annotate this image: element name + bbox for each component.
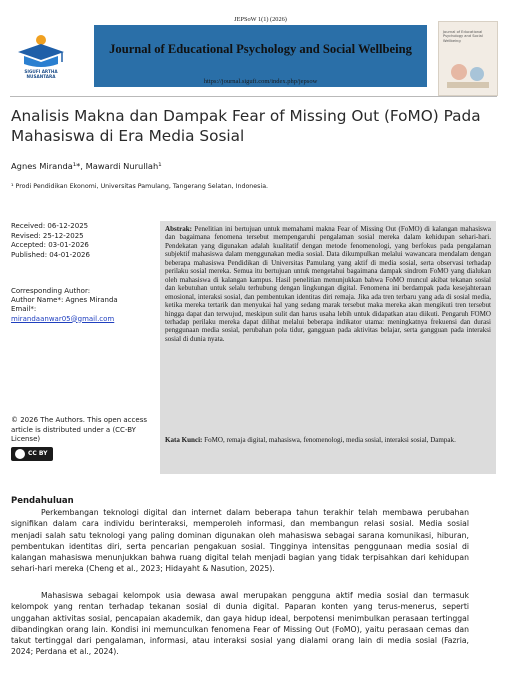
- corresponding-name: Author Name*: Agnes Miranda: [11, 296, 118, 305]
- corresponding-heading: Corresponding Author:: [11, 287, 91, 295]
- cc-badge-label: CC BY: [28, 450, 48, 457]
- publisher-logo-text: SIGUFI ARTHA NUSANTARA: [24, 69, 58, 79]
- journal-cover-thumbnail: [438, 21, 498, 96]
- article-authors: Agnes Miranda¹*, Mawardi Nurullah¹: [11, 161, 162, 171]
- license-text: © 2026 The Authors. This open access article is distributed under a (CC-BY License): [11, 416, 147, 444]
- corresponding-author: [11, 287, 151, 324]
- date-accepted: Accepted: 03-01-2026: [11, 241, 89, 250]
- date-received: Received: 06-12-2025: [11, 222, 89, 230]
- cc-by-badge[interactable]: [11, 447, 53, 461]
- article-title: Analisis Makna dan Dampak Fear of Missing Out (FoMO) Pada Mahasiswa di Era Media Sosial: [11, 107, 481, 145]
- header-divider: [10, 96, 497, 97]
- corresponding-email-link[interactable]: mirandaanwar05@gmail.com: [11, 314, 115, 323]
- keywords-text: FoMO, remaja digital, mahasiswa, fenomenologi, media sosial, interaksi sosial, Dampak.: [204, 436, 456, 444]
- intro-paragraph-2: Mahasiswa sebagai kelompok usia dewasa awal merupakan pengguna aktif media sosial dan termasuk kelompok yang rentan terhadap tekanan sosial di dunia digital. Paparan konten yang terus-menerus, seperti unggahan aktivitas sosial, pencapaian akademik, dan gaya hidup ideal, berpotensi menimbulkan perasaan tertinggal dibandingkan orang lain. Kondisi ini memunculkan fenomena Fear of Missing Out (FoMO), yaitu perasaan cemas dan takut tertinggal dari pengalaman, informasi, atau interaksi sosial yang dialami orang lain di media sosial (Fazria, 2024; Perdana et al., 2024).: [11, 591, 469, 657]
- journal-volume: JEPSoW 1(1) (2026): [234, 16, 287, 23]
- date-revised: Revised: 25-12-2025: [11, 231, 84, 240]
- section-heading-introduction: Pendahuluan: [11, 496, 74, 506]
- keywords: [165, 436, 491, 445]
- article-dates: [11, 222, 151, 261]
- journal-url[interactable]: https://journal.sigufi.com/index.php/jepsow: [203, 78, 318, 85]
- publisher-logo: [10, 30, 72, 82]
- abstract-label: Abstrak:: [165, 225, 193, 233]
- cover-title: Journal of Educational Psychology and Social Wellbeing: [443, 30, 483, 43]
- abstract-text: Penelitian ini bertujuan untuk memahami makna Fear of Missing Out (FoMO) di kalangan mahasiswa dan bagaimana fenomena tersebut mempengaruhi pengalaman sosial mereka dalam kehidupan sehari-hari. Pendekatan yang digunakan adalah kualitatif dengan metode fenomenologi, yang berfokus pada pengalaman subjektif mahasiswa dalam menggunakan media sosial. Data dikumpulkan melalui wawancara mendalam dengan beberapa mahasiswa Pendidikan di Universitas Pamulang yang aktif di media sosial, serta observasi terhadap perilaku sosial mereka. Semua itu bertujuan untuk mengetahui bagaimana dampak sindrom FoMO yang dialukan oleh mahasiswa di kalangan kampus. Hasil penelitian menunjukkan bahwa FoMO muncul akibat tekanan sosial dan kebutuhan untuk selalu terhubung dengan lingkungan digital. Fenomena ini berdampak pada kesejahteraan emosional, interaksi sosial, dan pembentukan identitas diri remaja. Jika ada tren terbaru yang ada di sosial media, ketika mereka tertarik dan menyukai hal yang sedang marak tersebut maka mereka akan mengikuti tren tersebut hingga dapat dan terwujud, meskipun sulit dan harus usaha lebih untuk didapatkan atau diikuti. Pengaruh FOMO terhadap perilaku mereka dapat dilihat melalui beberapa indikator utama: meningkatnya frekuensi dan durasi penggunaan media sosial, perubahan pola tidur, gangguan pada aktivitas belajar, serta gangguan pada interaksi sosial di dunia nyata.: [165, 225, 491, 343]
- cc-icon: [15, 449, 25, 459]
- cover-art-icon: [439, 52, 497, 92]
- intro-paragraph-1: Perkembangan teknologi digital dan internet dalam beberapa tahun terakhir telah membawa perubahan signifikan dalam cara individu berinteraksi, memperoleh informasi, dan membangun relasi sosial. Media sosial menjadi salah satu teknologi yang paling dominan digunakan oleh mahasiswa sebagai sarana komunikasi, hiburan, pembentukan identitas diri, serta pencarian pengakuan sosial. Tingginya intensitas penggunaan media sosial di kalangan mahasiswa menunjukkan bahwa ruang digital telah menjadi bagian yang tidak terpisahkan dari kehidupan sehari-hari mereka (Cheng et al., 2023; Hidayaht & Nasution, 2025).: [11, 508, 469, 574]
- date-published: Published: 04-01-2026: [11, 251, 90, 260]
- corresponding-email-label: Email*:: [11, 305, 37, 314]
- keywords-label: Kata Kunci:: [165, 436, 203, 444]
- abstract: [165, 225, 491, 343]
- author-affiliation: ¹ Prodi Pendidikan Ekonomi, Universitas Pamulang, Tangerang Selatan, Indonesia.: [11, 183, 269, 190]
- journal-title: Journal of Educational Psychology and Social Wellbeing: [109, 42, 412, 56]
